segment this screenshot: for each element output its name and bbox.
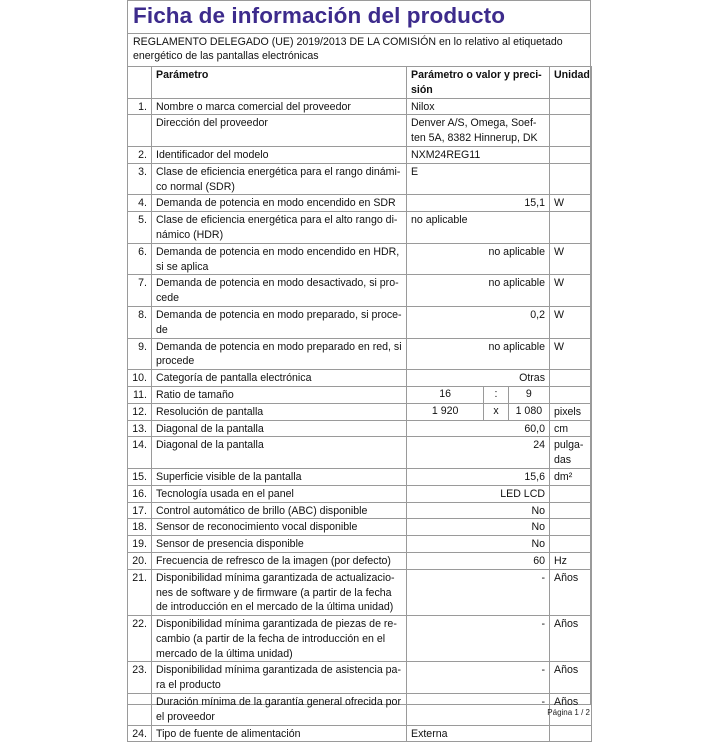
row-number: 15.: [128, 468, 152, 485]
row-parameter: Frecuencia de refresco de la imagen (por defecto): [152, 552, 407, 569]
row-parameter: Sensor de reconocimiento vocal disponible: [152, 519, 407, 536]
row-unit: [550, 163, 592, 195]
table-row: [128, 437, 592, 469]
row-unit: [550, 98, 592, 115]
row-value: 15,6: [407, 468, 550, 485]
row-parameter: Categoría de pantalla electrónica: [152, 370, 407, 387]
row-parameter: Disponibilidad mínima garantizada de asistencia pa-ra el producto: [152, 662, 407, 694]
row-unit: Años: [550, 569, 592, 615]
header-value: Parámetro o valor y preci-sión: [407, 67, 550, 99]
row-parameter: Dirección del proveedor: [152, 115, 407, 147]
row-parameter: Identificador del modelo: [152, 146, 407, 163]
row-unit: Años: [550, 662, 592, 694]
row-number: 16.: [128, 485, 152, 502]
row-parameter: Clase de eficiencia energética para el alto rango di-námico (HDR): [152, 212, 407, 244]
table-row: [128, 725, 592, 742]
row-value-part: 16: [439, 387, 452, 400]
table-row: [128, 552, 592, 569]
row-number: 6.: [128, 243, 152, 275]
table-row: [128, 485, 592, 502]
row-value: no aplicable: [407, 275, 550, 307]
row-parameter: Diagonal de la pantalla: [152, 437, 407, 469]
table-row: [128, 519, 592, 536]
row-number: 1.: [128, 98, 152, 115]
row-unit: Hz: [550, 552, 592, 569]
row-number: 4.: [128, 195, 152, 212]
table-row: [128, 306, 592, 338]
row-number: 14.: [128, 437, 152, 469]
row-value: NXM24REG11: [407, 146, 550, 163]
row-parameter: Demanda de potencia en modo desactivado, si pro-cede: [152, 275, 407, 307]
table-row: [128, 275, 592, 307]
row-value: no aplicable: [407, 243, 550, 275]
row-unit: [550, 725, 592, 742]
row-unit: W: [550, 338, 592, 370]
header-parameter: Parámetro: [152, 67, 407, 99]
row-value: Nilox: [407, 98, 550, 115]
row-parameter: Demanda de potencia en modo encendido en HDR, si se aplica: [152, 243, 407, 275]
row-unit: W: [550, 195, 592, 212]
table-row: [128, 536, 592, 553]
row-unit: W: [550, 275, 592, 307]
document-title: Ficha de información del producto: [133, 3, 506, 28]
row-unit: [550, 370, 592, 387]
row-parameter: Diagonal de la pantalla: [152, 420, 407, 437]
row-value: No: [407, 536, 550, 553]
row-number: 20.: [128, 552, 152, 569]
row-value: No: [407, 502, 550, 519]
table-row: [128, 468, 592, 485]
row-number: 3.: [128, 163, 152, 195]
table-row: [128, 370, 592, 387]
row-value: -: [407, 569, 550, 615]
table-row: [128, 403, 592, 420]
row-value: E: [407, 163, 550, 195]
row-value: 60: [407, 552, 550, 569]
table-row: [128, 662, 592, 694]
row-value-part: :: [484, 387, 508, 403]
header-number: [128, 67, 152, 99]
row-value-part: 9: [508, 387, 549, 403]
row-unit: Años: [550, 616, 592, 662]
row-parameter: Demanda de potencia en modo preparado en red, si procede: [152, 338, 407, 370]
row-unit: [550, 536, 592, 553]
row-number: [128, 115, 152, 147]
table-row: [128, 338, 592, 370]
table-row: [128, 98, 592, 115]
row-parameter: Superficie visible de la pantalla: [152, 468, 407, 485]
row-parameter: Ratio de tamaño: [152, 386, 407, 403]
row-unit: pixels: [550, 403, 592, 420]
row-unit: [550, 115, 592, 147]
row-unit: [550, 146, 592, 163]
table-row: [128, 420, 592, 437]
row-parameter: Tecnología usada en el panel: [152, 485, 407, 502]
row-value: [407, 403, 550, 420]
product-info-table: [127, 66, 592, 742]
row-parameter: Sensor de presencia disponible: [152, 536, 407, 553]
row-number: 17.: [128, 502, 152, 519]
row-value: 60,0: [407, 420, 550, 437]
row-value: Denver A/S, Omega, Soef-ten 5A, 8382 Hinnerup, DK: [407, 115, 550, 147]
row-value: No: [407, 519, 550, 536]
row-value: Otras: [407, 370, 550, 387]
row-parameter: Tipo de fuente de alimentación: [152, 725, 407, 742]
row-parameter: Nombre o marca comercial del proveedor: [152, 98, 407, 115]
table-header-row: [128, 67, 592, 99]
row-parameter: Demanda de potencia en modo encendido en SDR: [152, 195, 407, 212]
row-unit: [550, 212, 592, 244]
row-unit: W: [550, 306, 592, 338]
row-unit: [550, 502, 592, 519]
row-value-part: 1 920: [431, 404, 459, 417]
row-number: 11.: [128, 386, 152, 403]
row-unit: cm: [550, 420, 592, 437]
row-number: 19.: [128, 536, 152, 553]
row-value-part: x: [484, 404, 508, 420]
row-parameter: Resolución de pantalla: [152, 403, 407, 420]
row-number: 2.: [128, 146, 152, 163]
row-value: 0,2: [407, 306, 550, 338]
row-unit: dm²: [550, 468, 592, 485]
table-row: [128, 386, 592, 403]
header-unit: Unidad: [550, 67, 592, 99]
row-number: 7.: [128, 275, 152, 307]
row-value: no aplicable: [407, 212, 550, 244]
row-number: [128, 694, 152, 726]
row-value: -: [407, 616, 550, 662]
row-number: 12.: [128, 403, 152, 420]
row-unit: [550, 386, 592, 403]
row-value: 24: [407, 437, 550, 469]
table-row: [128, 243, 592, 275]
row-parameter: Control automático de brillo (ABC) disponible: [152, 502, 407, 519]
row-value: -: [407, 662, 550, 694]
row-unit: pulga-das: [550, 437, 592, 469]
row-parameter: Clase de eficiencia energética para el rango dinámi-co normal (SDR): [152, 163, 407, 195]
table-row: [128, 195, 592, 212]
row-number: 13.: [128, 420, 152, 437]
regulation-text: REGLAMENTO DELEGADO (UE) 2019/2013 DE LA COMISIÓN en lo relativo al etiquetado energético de las pantallas electrónicas: [133, 36, 563, 62]
row-parameter: Disponibilidad mínima garantizada de piezas de re-cambio (a partir de la fecha de introducción en el mercado de la última unidad): [152, 616, 407, 662]
row-parameter: Disponibilidad mínima garantizada de actualizacio-nes de software y de firmware (a partir de la fecha de introducción en el mercado de la última unidad): [152, 569, 407, 615]
row-unit: W: [550, 243, 592, 275]
table-row: [128, 163, 592, 195]
table-row: [128, 694, 592, 726]
row-number: 24.: [128, 725, 152, 742]
row-value: LED LCD: [407, 485, 550, 502]
row-parameter: Duración mínima de la garantía general ofrecida por el proveedor: [152, 694, 407, 726]
row-number: 23.: [128, 662, 152, 694]
table-row: [128, 212, 592, 244]
table-row: [128, 502, 592, 519]
page-number: Página 1 / 2: [547, 708, 590, 717]
row-value: [407, 386, 550, 403]
row-value: -: [407, 694, 550, 726]
row-parameter: Demanda de potencia en modo preparado, si proce-de: [152, 306, 407, 338]
row-value: Externa: [407, 725, 550, 742]
row-number: 18.: [128, 519, 152, 536]
row-number: 22.: [128, 616, 152, 662]
title-divider: [127, 33, 591, 34]
row-number: 9.: [128, 338, 152, 370]
row-number: 10.: [128, 370, 152, 387]
table-row: [128, 616, 592, 662]
row-number: 21.: [128, 569, 152, 615]
row-number: 8.: [128, 306, 152, 338]
row-unit: [550, 519, 592, 536]
table-row: [128, 115, 592, 147]
row-value: no aplicable: [407, 338, 550, 370]
row-value: 15,1: [407, 195, 550, 212]
table-row: [128, 569, 592, 615]
row-unit: Años: [550, 694, 592, 726]
table-row: [128, 146, 592, 163]
row-value-part: 1 080: [508, 404, 549, 420]
row-unit: [550, 485, 592, 502]
row-number: 5.: [128, 212, 152, 244]
